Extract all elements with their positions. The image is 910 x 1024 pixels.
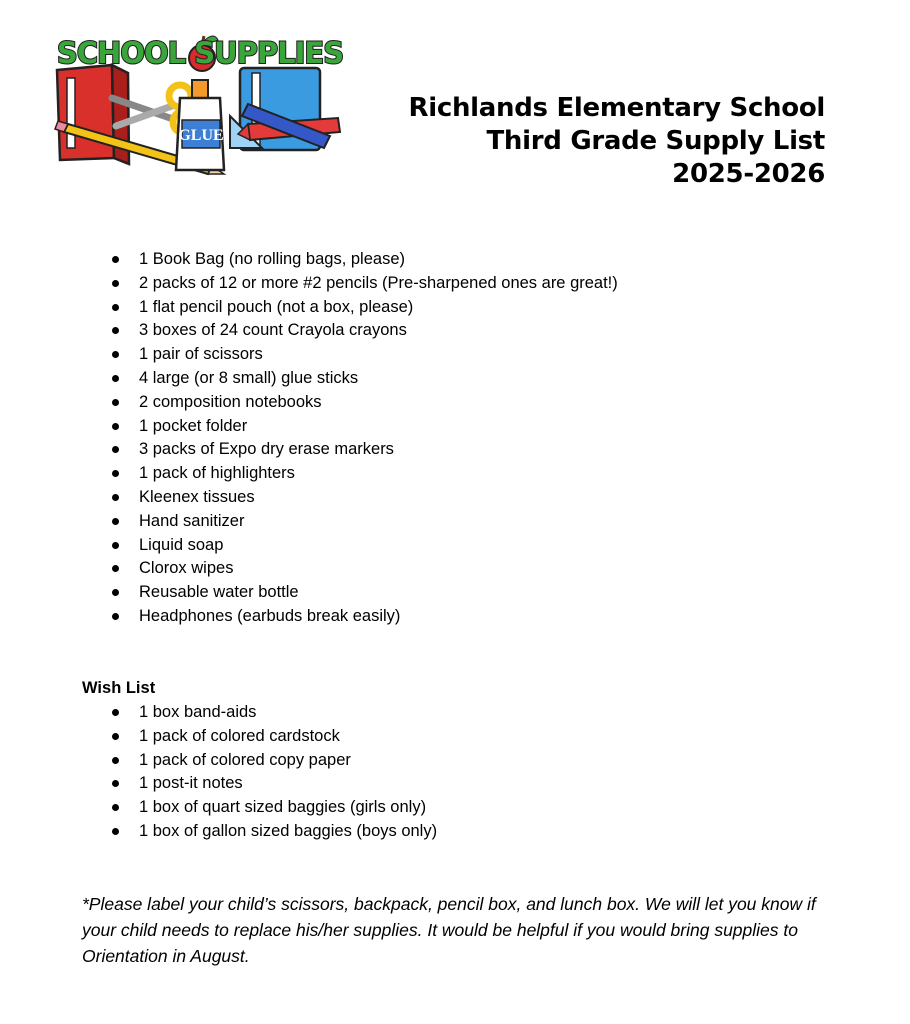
list-item: Liquid soap (82, 534, 618, 558)
list-item: 1 pack of colored cardstock (82, 725, 437, 749)
list-item: 1 pocket folder (82, 415, 618, 439)
list-title: Third Grade Supply List (486, 126, 825, 156)
list-item: 1 box of gallon sized baggies (boys only) (82, 820, 437, 844)
red-book-icon (57, 65, 129, 164)
logo-text: SCHOOL SUPPLIES (56, 36, 344, 70)
school-year: 2025-2026 (672, 159, 825, 189)
wish-list-title: Wish List (82, 679, 156, 697)
list-item: Clorox wipes (82, 557, 618, 581)
list-item: Kleenex tissues (82, 486, 618, 510)
list-item: 4 large (or 8 small) glue sticks (82, 367, 618, 391)
list-item: 1 flat pencil pouch (not a box, please) (82, 296, 618, 320)
list-item: 1 box band-aids (82, 701, 437, 725)
list-item: 1 pair of scissors (82, 343, 618, 367)
list-item: Reusable water bottle (82, 581, 618, 605)
list-item: 1 post-it notes (82, 772, 437, 796)
glue-bottle-icon (176, 80, 224, 170)
labeling-note: *Please label your child’s scissors, backpack, pencil box, and lunch box. We will let you know if your child needs to replace his/her supplies. It would be helpful if you would bring supplies to Orientation in August. (82, 894, 816, 966)
list-item: 3 boxes of 24 count Crayola crayons (82, 319, 618, 343)
list-item: Hand sanitizer (82, 510, 618, 534)
school-supplies-logo (52, 18, 352, 178)
list-item: Headphones (earbuds break easily) (82, 605, 618, 629)
glue-label: GLUE (178, 127, 224, 144)
list-item: 1 Book Bag (no rolling bags, please) (82, 248, 618, 272)
school-name: Richlands Elementary School (408, 93, 825, 123)
header (409, 92, 825, 191)
list-item: 2 packs of 12 or more #2 pencils (Pre-sharpened ones are great!) (82, 272, 618, 296)
list-item: 2 composition notebooks (82, 391, 618, 415)
list-item: 3 packs of Expo dry erase markers (82, 438, 618, 462)
list-item: 1 pack of highlighters (82, 462, 618, 486)
supply-list (82, 248, 618, 629)
list-item: 1 pack of colored copy paper (82, 749, 437, 773)
list-item: 1 box of quart sized baggies (girls only) (82, 796, 437, 820)
wish-list (82, 701, 437, 844)
